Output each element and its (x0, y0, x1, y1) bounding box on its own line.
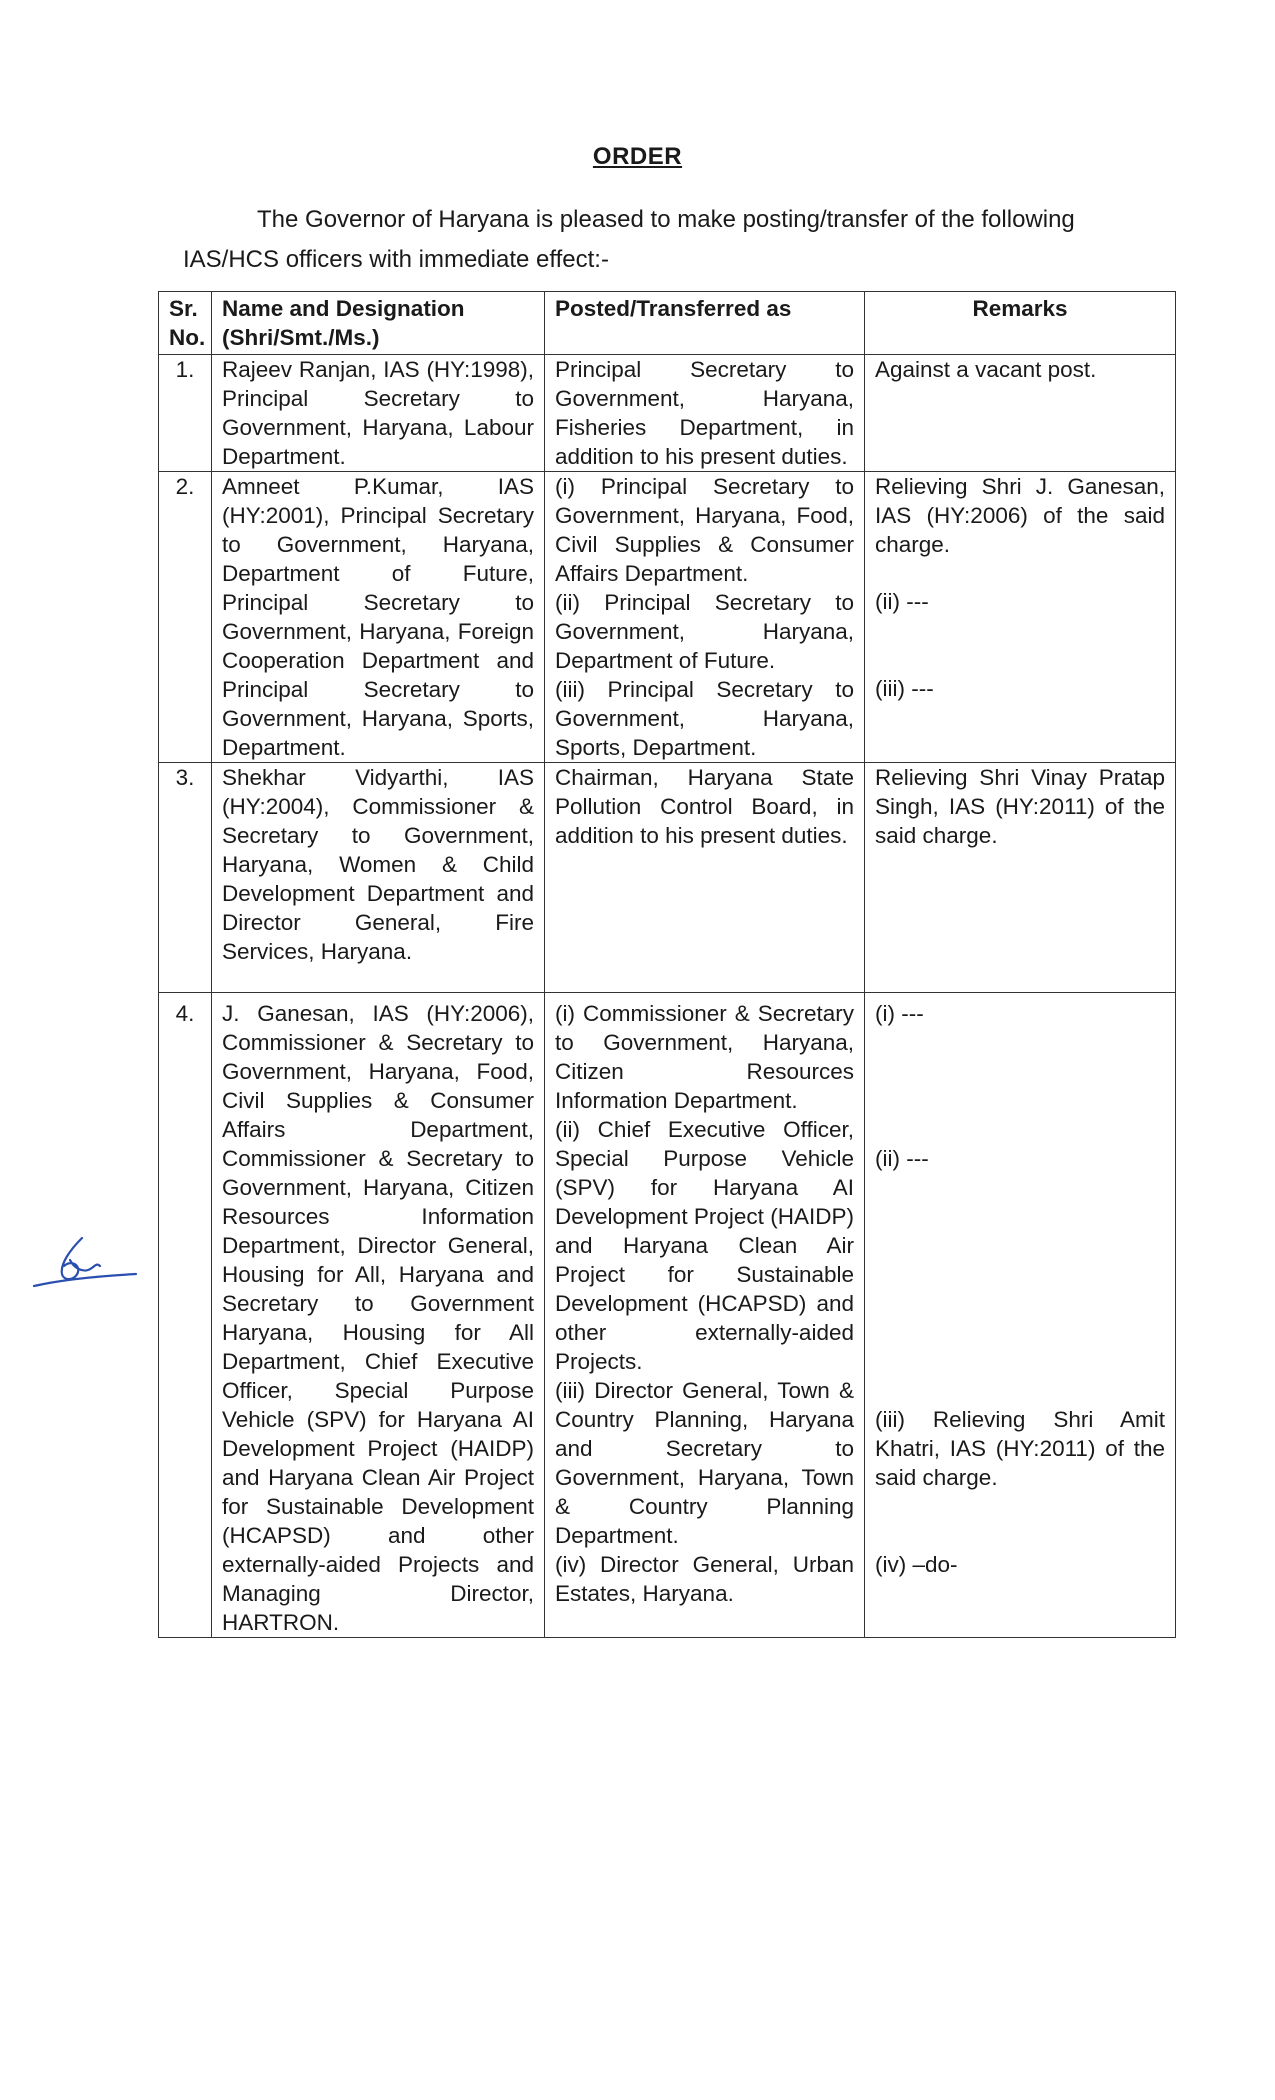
posted-item: Chairman, Haryana State Pollution Control Board, in addition to his present duties. (555, 765, 854, 848)
remark-item: (iii) Relieving Shri Amit Khatri, IAS (HY:2011) of the said charge. (875, 1407, 1165, 1490)
posted-item: (i) Commissioner & Secretary to Government, Haryana, Citizen Resources Information Department. (555, 1001, 854, 1113)
remark-item: (iii) --- (875, 676, 934, 701)
row-name: Rajeev Ranjan, IAS (HY:1998), Principal Secretary to Government, Haryana, Labour Department. (212, 355, 545, 472)
initials-signature (30, 1230, 140, 1300)
header-remarks: Remarks (865, 292, 1176, 355)
posted-item: (ii) Principal Secretary to Government, Haryana, Department of Future. (555, 590, 854, 673)
row-posted (545, 355, 865, 472)
posted-item: Principal Secretary to Government, Haryana, Fisheries Department, in addition to his present duties. (555, 357, 854, 469)
row-name: Amneet P.Kumar, IAS (HY:2001), Principal Secretary to Government, Haryana, Department of Future, Principal Secretary to Government, Haryana, Foreign Cooperation Department and Principal Secretary to Government, Haryana, Sports, Department. (212, 472, 545, 763)
row-sr: 1. (159, 355, 212, 472)
posted-item: (i) Principal Secretary to Government, Haryana, Food, Civil Supplies & Consumer Affairs Department. (555, 474, 854, 586)
remark-item: (ii) --- (875, 1146, 929, 1171)
table-row (159, 355, 1176, 472)
remark-item: Relieving Shri Vinay Pratap Singh, IAS (HY:2011) of the said charge. (875, 765, 1165, 848)
row-posted (545, 763, 865, 993)
remark-item: (i) --- (875, 1001, 924, 1026)
order-title: ORDER (592, 143, 683, 170)
table-row (159, 472, 1176, 763)
row-posted (545, 472, 865, 763)
row-name: J. Ganesan, IAS (HY:2006), Commissioner & Secretary to Government, Haryana, Food, Civil Supplies & Consumer Affairs Department, Commissioner & Secretary to Government, Haryana, Citizen Resources Information Department, Director General, Housing for All, Haryana and Secretary to Government Haryana, Housing for All Department, Chief Executive Officer, Special Purpose Vehicle (SPV) for Haryana AI Development Project (HAIDP) and Haryana Clean Air Project for Sustainable Development (HCAPSD) and other externally-aided Projects and Managing Director, HARTRON. (212, 993, 545, 1638)
row-sr: 3. (159, 763, 212, 993)
header-name: Name and Designation (Shri/Smt./Ms.) (212, 292, 545, 355)
header-sr: Sr. No. (159, 292, 212, 355)
posted-item: (iii) Principal Secretary to Government, Haryana, Sports, Department. (555, 677, 854, 760)
table-row (159, 763, 1176, 993)
remark-item: (ii) --- (875, 589, 929, 614)
table-row (159, 993, 1176, 1638)
row-remarks (865, 355, 1176, 472)
row-sr: 4. (159, 993, 212, 1638)
header-posted: Posted/Transferred as (545, 292, 865, 355)
transfer-table (158, 291, 1176, 1638)
posted-item: (iv) Director General, Urban Estates, Haryana. (555, 1552, 854, 1606)
row-remarks (865, 472, 1176, 763)
row-sr: 2. (159, 472, 212, 763)
row-remarks (865, 993, 1176, 1638)
remark-item: Relieving Shri J. Ganesan, IAS (HY:2006) of the said charge. (875, 474, 1165, 557)
posted-item: (iii) Director General, Town & Country Planning, Haryana and Secretary to Government, Haryana, Town & Country Planning Department. (555, 1378, 854, 1548)
row-posted (545, 993, 865, 1638)
posted-item: (ii) Chief Executive Officer, Special Purpose Vehicle (SPV) for Haryana AI Development Project (HAIDP) and Haryana Clean Air Project for Sustainable Development (HCAPSD) and other externally-aided Projects. (555, 1117, 854, 1374)
row-remarks (865, 763, 1176, 993)
table-header-row (159, 292, 1176, 355)
remark-item: (iv) –do- (875, 1552, 958, 1577)
row-name: Shekhar Vidyarthi, IAS (HY:2004), Commissioner & Secretary to Government, Haryana, Women & Child Development Department and Director General, Fire Services, Haryana. (212, 763, 545, 993)
order-intro: The Governor of Haryana is pleased to make posting/transfer of the following IAS/HCS officers with immediate effect:- (183, 206, 1075, 273)
remark-item: Against a vacant post. (875, 357, 1097, 382)
